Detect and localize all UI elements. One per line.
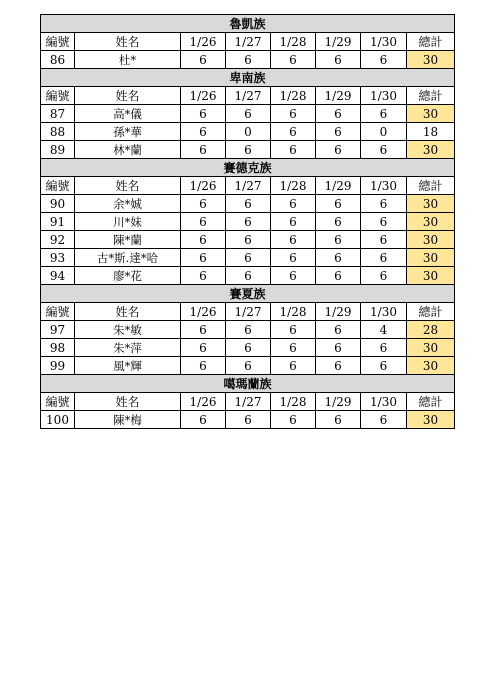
column-header: 編號 (41, 393, 75, 411)
total-hours: 30 (407, 105, 455, 123)
column-header: 總計 (407, 33, 455, 51)
day-hours: 6 (181, 267, 226, 285)
day-hours: 6 (271, 195, 316, 213)
table-row (41, 141, 455, 159)
table-row (41, 213, 455, 231)
column-header-row (41, 33, 455, 51)
day-hours: 6 (271, 105, 316, 123)
day-hours: 6 (361, 141, 407, 159)
column-header: 總計 (407, 393, 455, 411)
day-hours: 6 (226, 357, 271, 375)
column-header: 1/28 (271, 393, 316, 411)
column-header: 1/27 (226, 393, 271, 411)
day-hours: 6 (226, 105, 271, 123)
day-hours: 6 (271, 411, 316, 429)
day-hours: 6 (316, 195, 361, 213)
day-hours: 6 (226, 195, 271, 213)
attendance-sheet (40, 14, 455, 429)
day-hours: 6 (316, 249, 361, 267)
column-header: 1/29 (316, 393, 361, 411)
day-hours: 6 (181, 411, 226, 429)
table-row (41, 411, 455, 429)
day-hours: 6 (181, 51, 226, 69)
day-hours: 6 (181, 213, 226, 231)
column-header: 1/27 (226, 303, 271, 321)
day-hours: 6 (271, 141, 316, 159)
day-hours: 6 (181, 123, 226, 141)
column-header: 1/28 (271, 303, 316, 321)
day-hours: 6 (361, 411, 407, 429)
day-hours: 6 (181, 141, 226, 159)
member-id: 100 (41, 411, 75, 429)
column-header: 總計 (407, 303, 455, 321)
day-hours: 6 (181, 321, 226, 339)
member-id: 97 (41, 321, 75, 339)
day-hours: 6 (226, 339, 271, 357)
tribe-name: 卑南族 (41, 69, 455, 87)
member-id: 86 (41, 51, 75, 69)
column-header: 編號 (41, 177, 75, 195)
member-name: 高*儀 (75, 105, 181, 123)
day-hours: 6 (271, 249, 316, 267)
table-row (41, 321, 455, 339)
member-name: 林*蘭 (75, 141, 181, 159)
total-hours: 30 (407, 249, 455, 267)
day-hours: 6 (316, 411, 361, 429)
column-header: 1/26 (181, 87, 226, 105)
day-hours: 6 (226, 411, 271, 429)
tribe-name: 噶瑪蘭族 (41, 375, 455, 393)
day-hours: 6 (271, 51, 316, 69)
table-row (41, 267, 455, 285)
day-hours: 6 (361, 339, 407, 357)
day-hours: 6 (181, 105, 226, 123)
day-hours: 6 (361, 267, 407, 285)
day-hours: 6 (271, 321, 316, 339)
total-hours: 30 (407, 195, 455, 213)
day-hours: 6 (226, 321, 271, 339)
member-name: 朱*敏 (75, 321, 181, 339)
day-hours: 6 (361, 357, 407, 375)
column-header-row (41, 303, 455, 321)
column-header: 1/28 (271, 87, 316, 105)
total-hours: 30 (407, 267, 455, 285)
total-hours: 18 (407, 123, 455, 141)
tribe-name: 魯凱族 (41, 15, 455, 33)
member-name: 杜* (75, 51, 181, 69)
day-hours: 6 (226, 51, 271, 69)
member-id: 89 (41, 141, 75, 159)
column-header: 1/29 (316, 87, 361, 105)
tribe-header-row (41, 375, 455, 393)
day-hours: 6 (316, 321, 361, 339)
member-name: 古*斯.達*哈 (75, 249, 181, 267)
table-row (41, 357, 455, 375)
total-hours: 30 (407, 51, 455, 69)
column-header: 總計 (407, 177, 455, 195)
day-hours: 6 (181, 231, 226, 249)
table-row (41, 105, 455, 123)
column-header: 1/27 (226, 87, 271, 105)
column-header: 1/29 (316, 177, 361, 195)
day-hours: 6 (316, 105, 361, 123)
column-header: 姓名 (75, 303, 181, 321)
column-header: 編號 (41, 87, 75, 105)
column-header-row (41, 87, 455, 105)
day-hours: 6 (181, 357, 226, 375)
member-name: 朱*萍 (75, 339, 181, 357)
day-hours: 6 (271, 339, 316, 357)
member-id: 91 (41, 213, 75, 231)
day-hours: 6 (316, 357, 361, 375)
table-row (41, 249, 455, 267)
day-hours: 0 (226, 123, 271, 141)
member-id: 93 (41, 249, 75, 267)
day-hours: 6 (181, 195, 226, 213)
day-hours: 6 (226, 249, 271, 267)
day-hours: 6 (361, 213, 407, 231)
day-hours: 6 (181, 339, 226, 357)
column-header: 姓名 (75, 87, 181, 105)
tribe-header-row (41, 159, 455, 177)
column-header: 編號 (41, 303, 75, 321)
tribe-header-row (41, 69, 455, 87)
column-header: 1/30 (361, 87, 407, 105)
column-header: 1/26 (181, 393, 226, 411)
day-hours: 6 (316, 213, 361, 231)
column-header: 1/30 (361, 303, 407, 321)
column-header: 姓名 (75, 33, 181, 51)
member-id: 94 (41, 267, 75, 285)
column-header: 姓名 (75, 177, 181, 195)
member-id: 99 (41, 357, 75, 375)
total-hours: 30 (407, 357, 455, 375)
column-header: 姓名 (75, 393, 181, 411)
tribe-name: 賽夏族 (41, 285, 455, 303)
tribe-name: 賽德克族 (41, 159, 455, 177)
member-id: 88 (41, 123, 75, 141)
day-hours: 6 (316, 51, 361, 69)
day-hours: 6 (361, 105, 407, 123)
day-hours: 6 (316, 267, 361, 285)
day-hours: 6 (271, 231, 316, 249)
column-header: 1/28 (271, 177, 316, 195)
member-name: 川*妹 (75, 213, 181, 231)
column-header: 1/28 (271, 33, 316, 51)
day-hours: 0 (361, 123, 407, 141)
table-row (41, 195, 455, 213)
day-hours: 6 (271, 357, 316, 375)
day-hours: 6 (226, 231, 271, 249)
day-hours: 6 (226, 141, 271, 159)
day-hours: 6 (271, 213, 316, 231)
total-hours: 28 (407, 321, 455, 339)
day-hours: 6 (181, 249, 226, 267)
column-header: 1/26 (181, 303, 226, 321)
column-header-row (41, 177, 455, 195)
day-hours: 6 (316, 123, 361, 141)
total-hours: 30 (407, 231, 455, 249)
day-hours: 6 (316, 231, 361, 249)
day-hours: 4 (361, 321, 407, 339)
member-name: 孫*華 (75, 123, 181, 141)
tribe-header-row (41, 15, 455, 33)
day-hours: 6 (271, 123, 316, 141)
table-row (41, 339, 455, 357)
column-header: 1/27 (226, 177, 271, 195)
member-name: 余*娍 (75, 195, 181, 213)
table-row (41, 51, 455, 69)
member-id: 92 (41, 231, 75, 249)
member-name: 廖*花 (75, 267, 181, 285)
column-header: 編號 (41, 33, 75, 51)
day-hours: 6 (226, 267, 271, 285)
column-header: 總計 (407, 87, 455, 105)
member-id: 90 (41, 195, 75, 213)
day-hours: 6 (316, 339, 361, 357)
column-header: 1/29 (316, 33, 361, 51)
tribe-header-row (41, 285, 455, 303)
column-header: 1/27 (226, 33, 271, 51)
day-hours: 6 (226, 213, 271, 231)
member-id: 87 (41, 105, 75, 123)
member-name: 陳*蘭 (75, 231, 181, 249)
column-header: 1/30 (361, 393, 407, 411)
column-header-row (41, 393, 455, 411)
total-hours: 30 (407, 141, 455, 159)
member-id: 98 (41, 339, 75, 357)
member-name: 陳*梅 (75, 411, 181, 429)
total-hours: 30 (407, 411, 455, 429)
day-hours: 6 (271, 267, 316, 285)
column-header: 1/30 (361, 177, 407, 195)
member-name: 風*輝 (75, 357, 181, 375)
total-hours: 30 (407, 213, 455, 231)
total-hours: 30 (407, 339, 455, 357)
day-hours: 6 (316, 141, 361, 159)
column-header: 1/29 (316, 303, 361, 321)
day-hours: 6 (361, 231, 407, 249)
day-hours: 6 (361, 195, 407, 213)
table-row (41, 123, 455, 141)
column-header: 1/26 (181, 33, 226, 51)
day-hours: 6 (361, 249, 407, 267)
day-hours: 6 (361, 51, 407, 69)
column-header: 1/26 (181, 177, 226, 195)
column-header: 1/30 (361, 33, 407, 51)
table-row (41, 231, 455, 249)
